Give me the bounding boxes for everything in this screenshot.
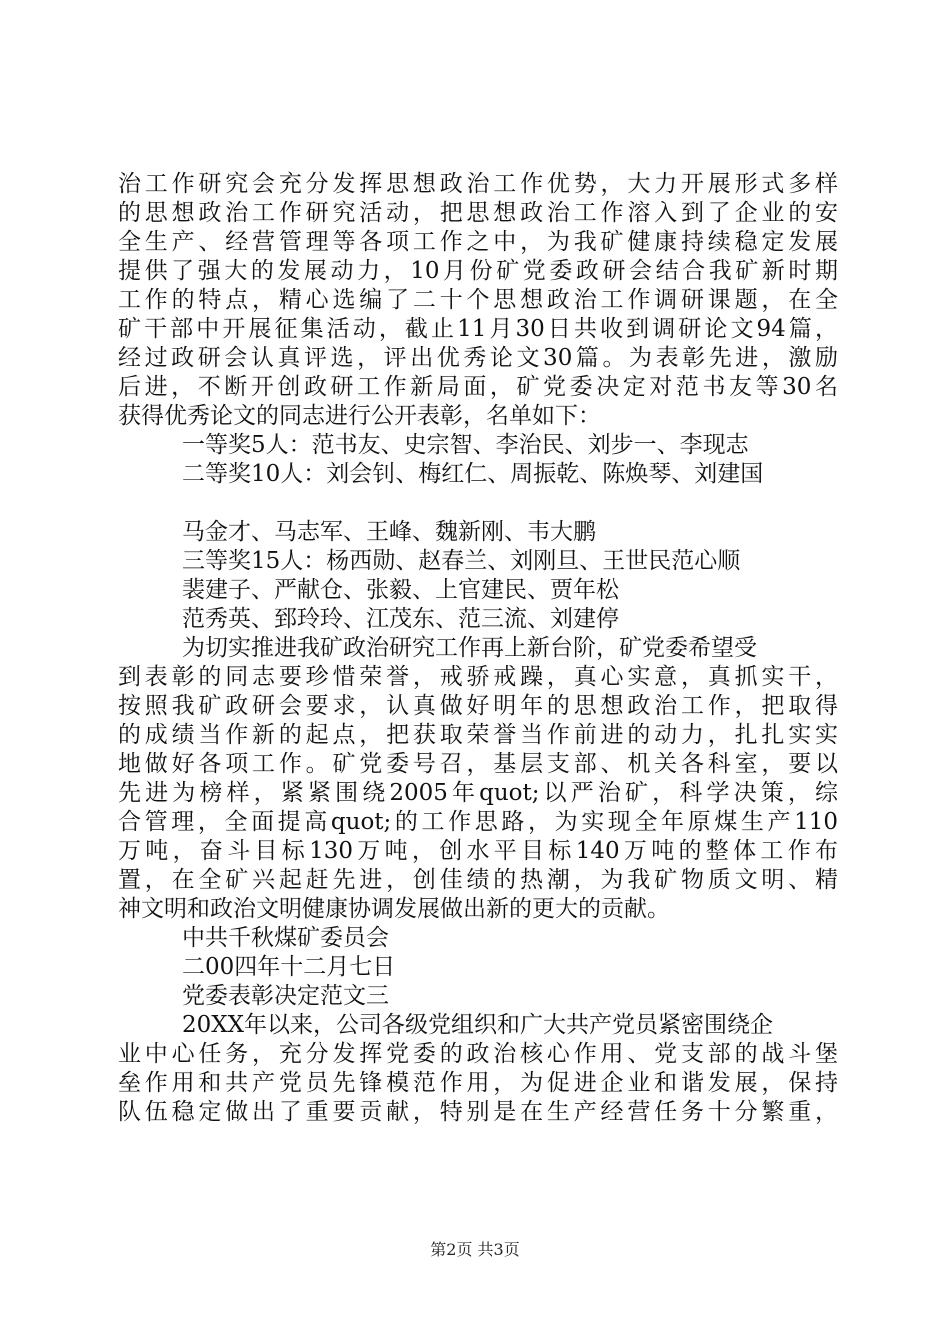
text-line: 万吨，奋斗目标130万吨，创水平目标140万吨的整体工作布 [118,838,838,864]
text-line: 置，在全矿兴起赶先进，创佳绩的热潮，为我矿物质文明、精 [118,867,838,893]
text-line: 提供了强大的发展动力，10月份矿党委政研会结合我矿新时期 [118,258,838,284]
blank-line [118,489,838,518]
paragraph-3 [118,1011,838,1127]
award-second-prize-cont: 马金才、马志军、王峰、魏新刚、韦大鹏 [182,519,596,545]
document-body [118,170,838,1127]
text-line: 按照我矿政研会要求，认真做好明年的思想政治工作，把取得 [118,693,838,719]
text-line: 业中心任务，充分发挥党委的政治核心作用、党支部的战斗堡 [118,1041,838,1067]
section-title: 党委表彰决定范文三 [182,983,389,1009]
award-third-prize: 三等奖15人：杨西勋、赵春兰、刘刚旦、王世民范心顺 [182,548,741,574]
text-line: 矿干部中开展征集活动，截止11月30日共收到调研论文94篇， [118,316,838,342]
text-line: 到表彰的同志要珍惜荣誉，戒骄戒躁，真心实意，真抓实干， [118,664,838,690]
award-third-prize-cont: 裴建子、严献仓、张毅、上官建民、贾年松 [182,577,619,603]
text-line: 队伍稳定做出了重要贡献，特别是在生产经营任务十分繁重， [118,1099,838,1125]
text-line: 神文明和政治文明健康协调发展做出新的更大的贡献。 [118,896,670,922]
text-line: 经过政研会认真评选，评出优秀论文30篇。为表彰先进，激励 [118,345,838,371]
date: 二00四年十二月七日 [182,954,396,980]
text-line: 的思想政治工作研究活动，把思想政治工作溶入到了企业的安 [118,200,838,226]
award-third-prize-cont: 范秀英、郅玲玲、江茂东、范三流、刘建停 [182,606,619,632]
signature: 中共千秋煤矿委员会 [182,925,389,951]
text-line: 获得优秀论文的同志进行公开表彰，名单如下： [118,403,601,429]
paragraph-1 [118,170,838,431]
page-footer [0,1240,950,1260]
text-line: 的成绩当作新的起点，把获取荣誉当作前进的动力，扎扎实实 [118,722,838,748]
text-line: 先进为榜样，紧紧围绕2005年quot;以严治矿，科学决策，综 [118,780,838,806]
text-line: 20XX年以来，公司各级党组织和广大共产党员紧密围绕企 [182,1012,774,1038]
award-first-prize: 一等奖5人：范书友、史宗智、李治民、刘步一、李现志 [182,432,749,458]
text-line: 治工作研究会充分发挥思想政治工作优势，大力开展形式多样 [118,171,838,197]
text-line: 地做好各项工作。矿党委号召，基层支部、机关各科室，要以 [118,751,838,777]
text-line: 为切实推进我矿政治研究工作再上新台阶，矿党委希望受 [182,635,757,661]
award-second-prize: 二等奖10人：刘会钊、梅红仁、周振乾、陈焕琴、刘建国 [182,461,764,487]
text-line: 工作的特点，精心选编了二十个思想政治工作调研课题，在全 [118,287,838,313]
award-list [118,431,838,634]
paragraph-2 [118,634,838,924]
text-line: 全生产、经营管理等各项工作之中，为我矿健康持续稳定发展 [118,229,838,255]
text-line: 垒作用和共产党员先锋模范作用，为促进企业和谐发展，保持 [118,1070,838,1096]
text-line: 后进，不断开创政研工作新局面，矿党委决定对范书友等30名 [118,374,838,400]
text-line: 合管理，全面提高quot;的工作思路，为实现全年原煤生产110 [118,809,838,835]
page-indicator: 第2页 共3页 [430,1240,520,1259]
